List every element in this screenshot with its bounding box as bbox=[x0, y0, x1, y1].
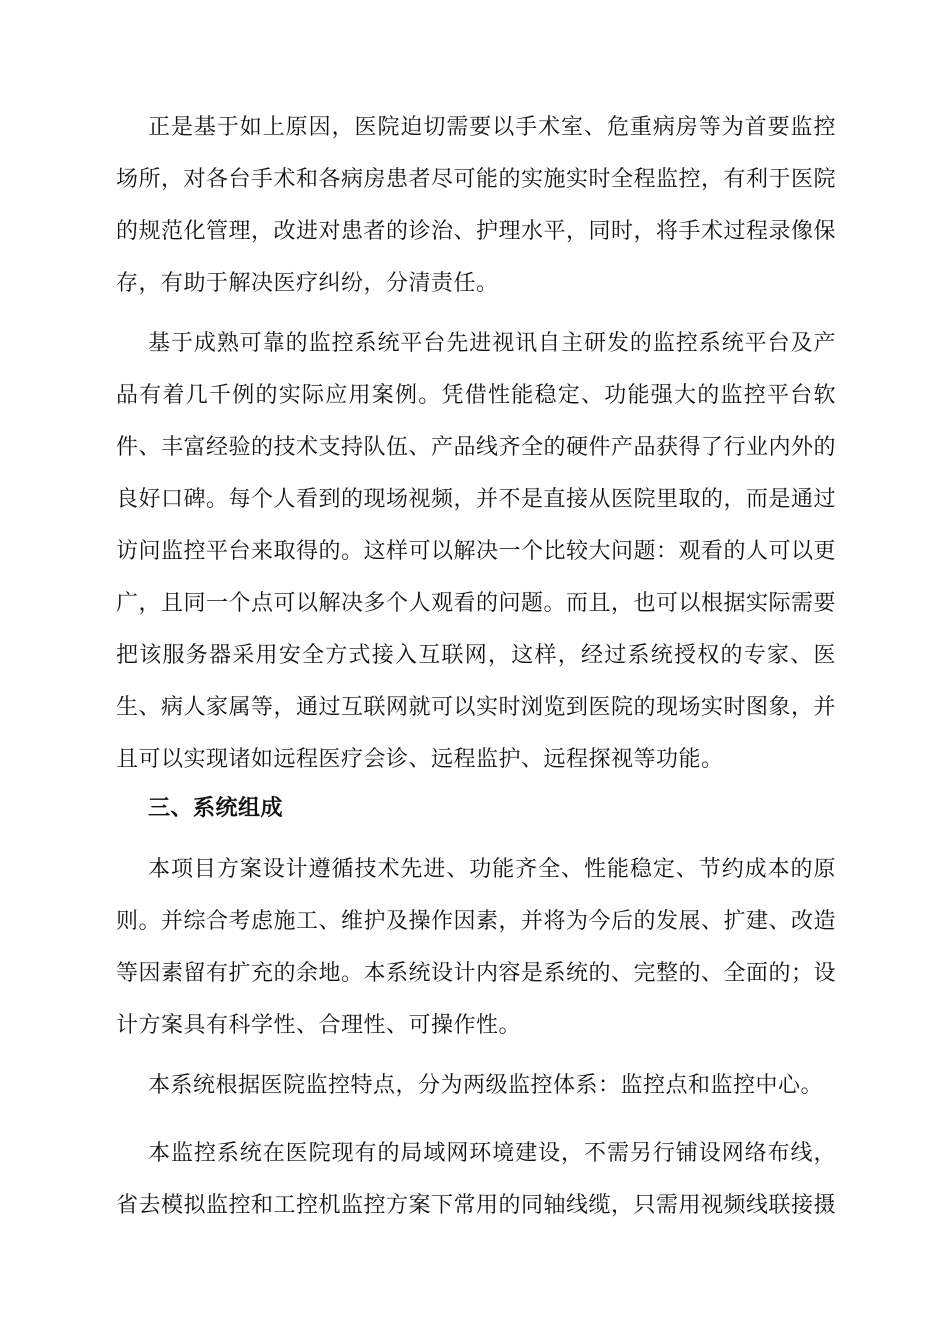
text-line: 存，有助于解决医疗纠纷，分清责任。 bbox=[116, 271, 499, 296]
text-line: 且可以实现诸如远程医疗会诊、远程监护、远程探视等功能。 bbox=[116, 747, 724, 772]
text-line: 本系统根据医院监控特点，分为两级监控体系：监控点和监控中心。 bbox=[148, 1073, 824, 1098]
text-line: 省去模拟监控和工控机监控方案下常用的同轴线缆，只需用视频线联接摄 bbox=[116, 1193, 837, 1218]
text-line: 场所，对各台手术和各病房患者尽可能的实施实时全程监控，有利于医院 bbox=[116, 167, 837, 192]
paragraph-4 bbox=[116, 1060, 836, 1112]
text-line: 访问监控平台来取得的。这样可以解决一个比较大问题：观看的人可以更 bbox=[116, 539, 837, 564]
paragraph-2 bbox=[116, 318, 836, 786]
text-line: 品有着几千例的实际应用案例。凭借性能稳定、功能强大的监控平台软 bbox=[116, 383, 836, 408]
paragraph-1 bbox=[116, 102, 836, 310]
text-line: 广，且同一个点可以解决多个人观看的问题。而且，也可以根据实际需要 bbox=[116, 591, 837, 616]
text-line: 基于成熟可靠的监控系统平台先进视讯自主研发的监控系统平台及产 bbox=[148, 331, 836, 356]
text-line: 正是基于如上原因，医院迫切需要以手术室、危重病房等为首要监控 bbox=[148, 115, 836, 140]
paragraph-3 bbox=[116, 844, 836, 1052]
text-line: 本项目方案设计遵循技术先进、功能齐全、性能稳定、节约成本的原 bbox=[148, 857, 836, 882]
text-line: 计方案具有科学性、合理性、可操作性。 bbox=[116, 1013, 522, 1038]
paragraph-5 bbox=[116, 1128, 836, 1232]
text-line: 良好口碑。每个人看到的现场视频，并不是直接从医院里取的，而是通过 bbox=[116, 487, 837, 512]
text-line: 等因素留有扩充的余地。本系统设计内容是系统的、完整的、全面的；设 bbox=[116, 961, 837, 986]
text-line: 的规范化管理，改进对患者的诊治、护理水平，同时，将手术过程录像保 bbox=[116, 219, 837, 244]
text-line: 把该服务器采用安全方式接入互联网，这样，经过系统授权的专家、医 bbox=[116, 643, 836, 668]
text-line: 生、病人家属等，通过互联网就可以实时浏览到医院的现场实时图象，并 bbox=[116, 695, 837, 720]
text-line: 件、丰富经验的技术支持队伍、产品线齐全的硬件产品获得了行业内外的 bbox=[116, 435, 837, 460]
text-line: 本监控系统在医院现有的局域网环境建设，不需另行铺设网络布线， bbox=[148, 1141, 836, 1166]
text-line: 则。并综合考虑施工、维护及操作因素，并将为今后的发展、扩建、改造 bbox=[116, 909, 837, 934]
section-heading: 三、系统组成 bbox=[148, 795, 284, 821]
